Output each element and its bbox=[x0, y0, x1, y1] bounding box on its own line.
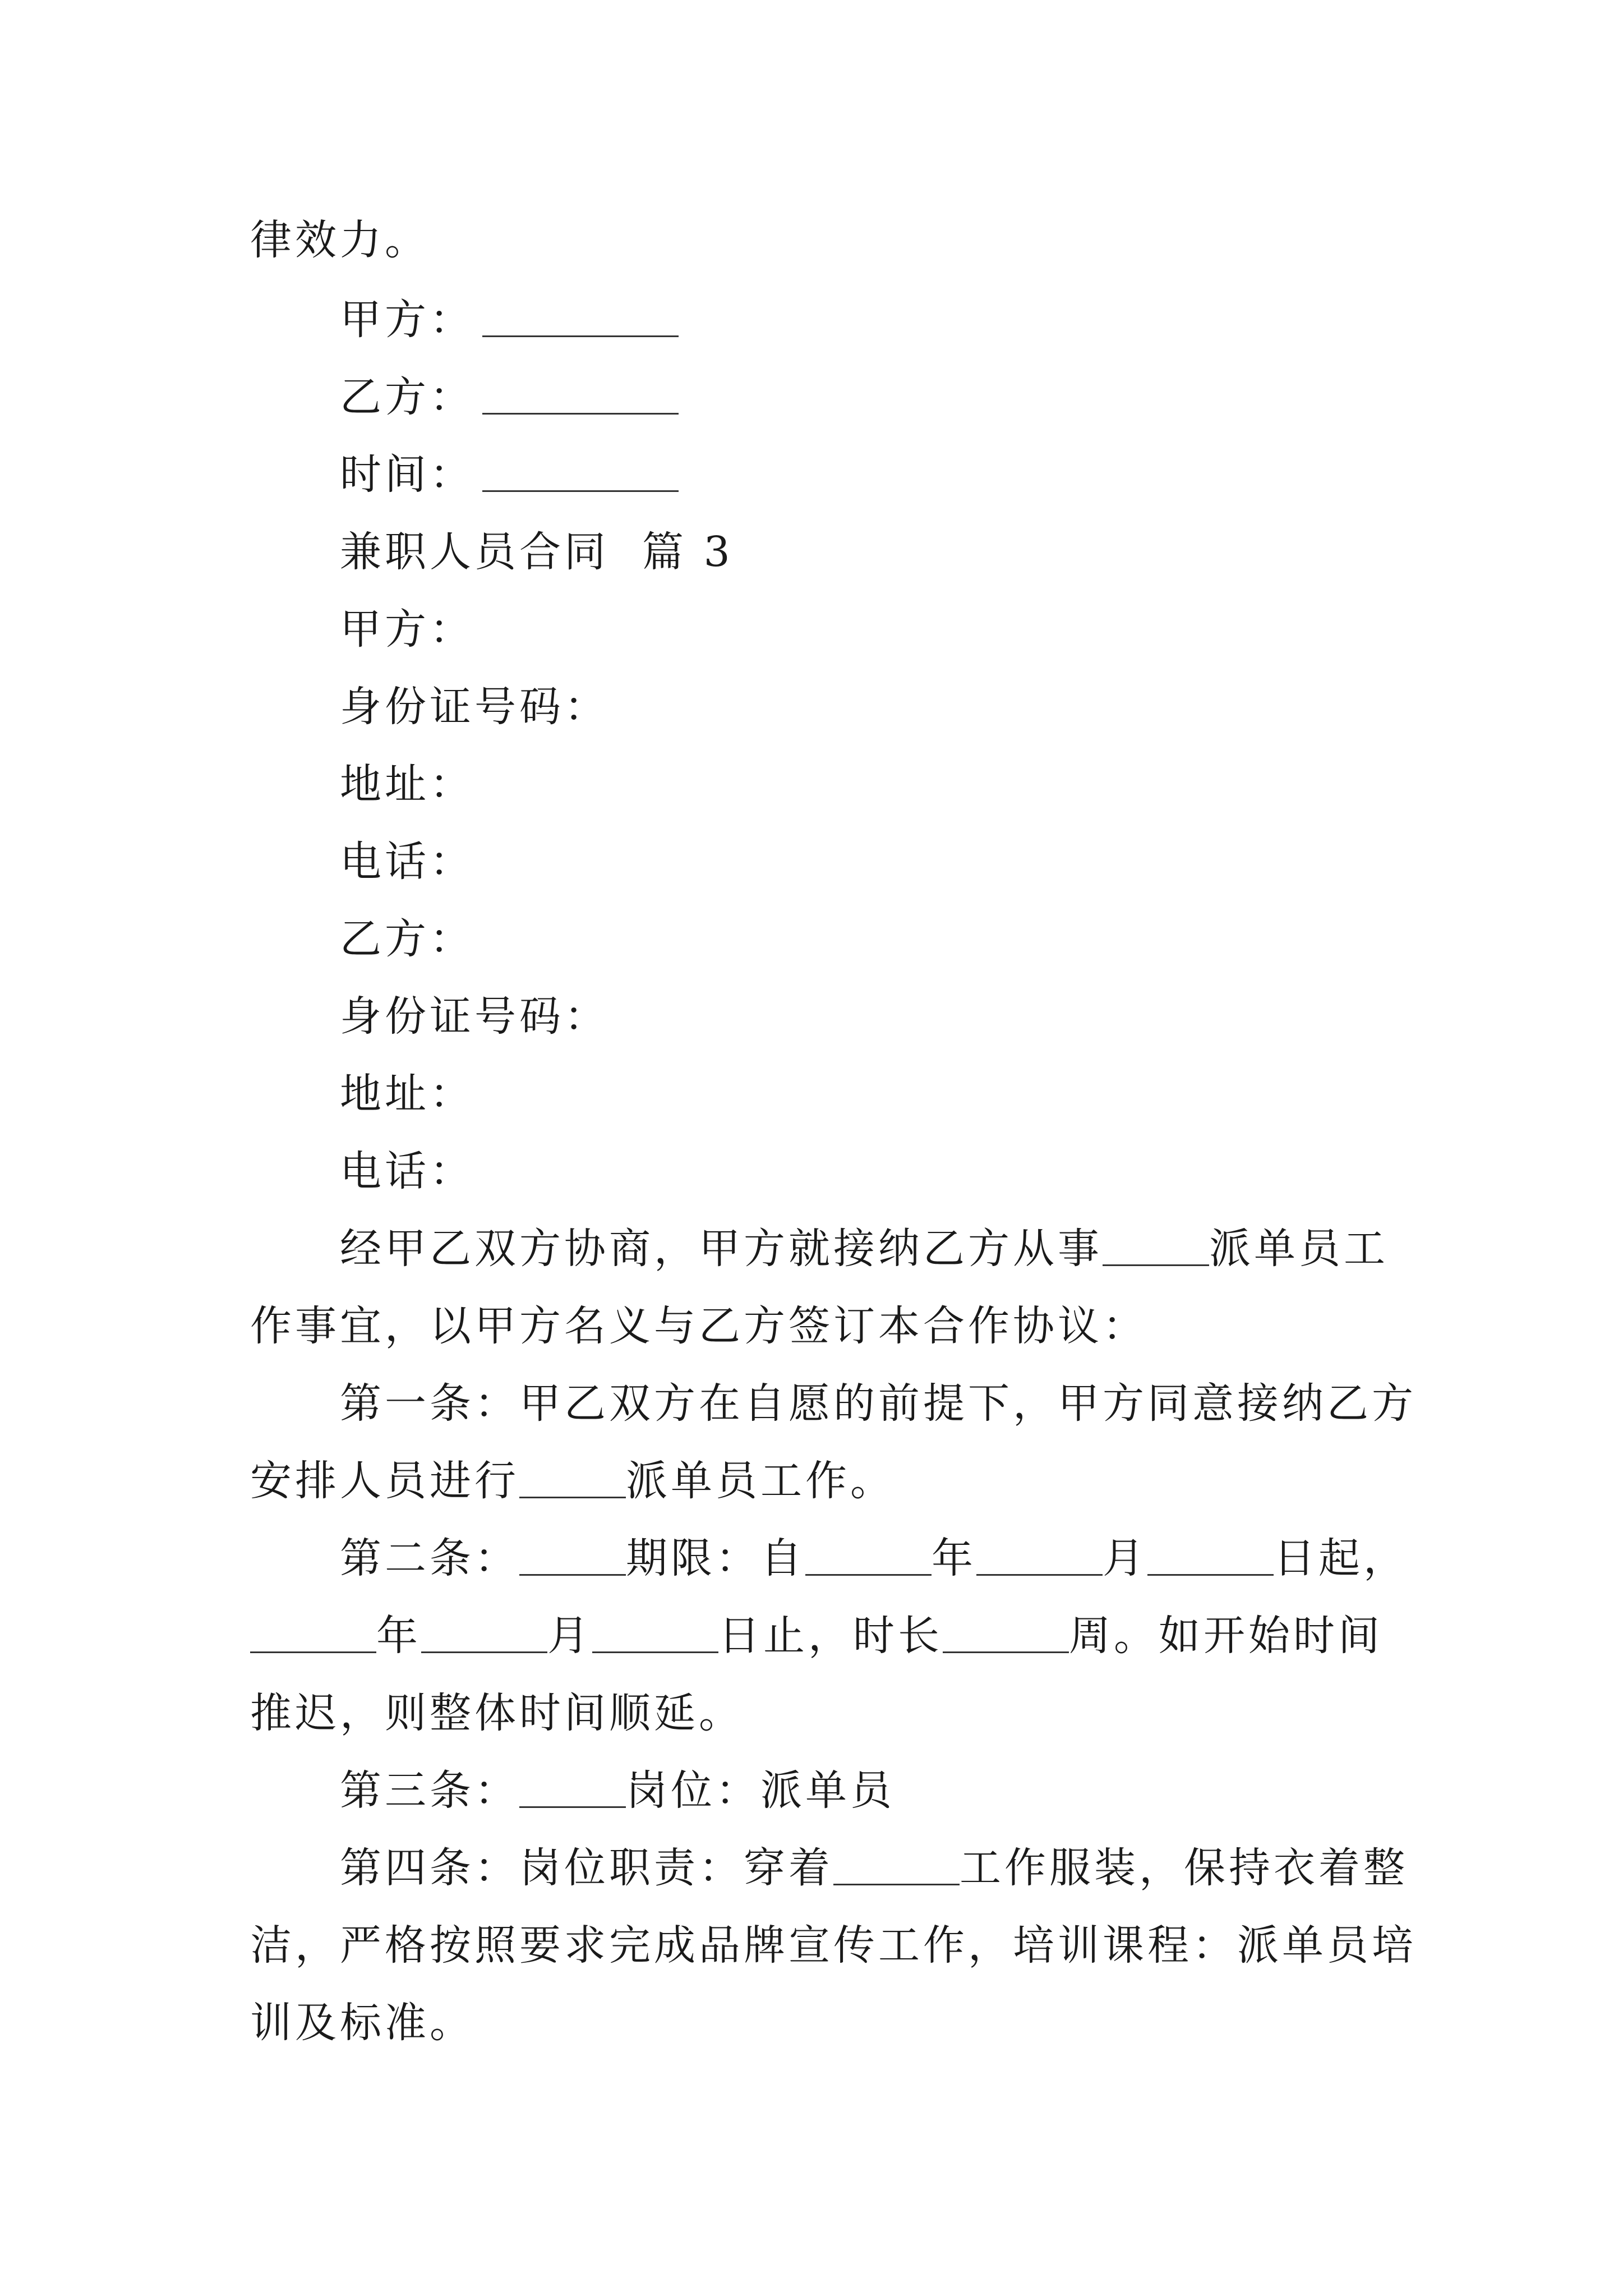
fill-blank bbox=[805, 1533, 932, 1576]
signature-party-a: 甲方： bbox=[0, 292, 1623, 348]
party-a-address: 地址： bbox=[340, 760, 474, 808]
party-a-id: 身份证号码： bbox=[340, 683, 609, 731]
party-b-label: 乙方： bbox=[340, 915, 474, 963]
signature-blank bbox=[482, 371, 679, 415]
article-4-cont: 洁，严格按照要求完成品牌宣传工作，培训课程：派单员培 bbox=[250, 1921, 1417, 1970]
fill-blank bbox=[519, 1533, 626, 1576]
article-4-cont: 训及标准。 bbox=[250, 1999, 474, 2047]
fill-blank bbox=[592, 1610, 718, 1653]
text-line: 律效力。 bbox=[250, 216, 430, 264]
article-3: 第三条： 岗位：派单员 bbox=[0, 1763, 1623, 1819]
fill-blank bbox=[976, 1533, 1103, 1576]
party-a-label: 甲方： bbox=[340, 605, 474, 654]
article-1: 第一条：甲乙双方在自愿的前提下，甲方同意接纳乙方 bbox=[340, 1379, 1417, 1428]
signature-party-b: 乙方： bbox=[0, 369, 1623, 425]
party-b-id: 身份证号码： bbox=[340, 992, 609, 1041]
section-heading: 兼职人员合同 篇 3 bbox=[340, 528, 734, 576]
intro-paragraph-cont: 作事宜，以甲方名义与乙方签订本合作协议： bbox=[250, 1302, 1147, 1350]
signature-time: 时间： bbox=[0, 447, 1623, 503]
fill-blank bbox=[943, 1610, 1069, 1653]
article-4: 第四条：岗位职责：穿着 工作服装，保持衣着整 bbox=[0, 1840, 1623, 1896]
fill-blank bbox=[421, 1610, 547, 1653]
fill-blank bbox=[1103, 1223, 1209, 1266]
fill-blank bbox=[833, 1842, 960, 1885]
article-1-cont: 安排人员进行 派单员工作。 bbox=[0, 1453, 1623, 1509]
article-2-cont: 推迟，则整体时间顺延。 bbox=[250, 1689, 744, 1737]
fill-blank bbox=[250, 1610, 376, 1653]
article-2-cont: 年 月 日止，时长 周。如开始时间 bbox=[0, 1608, 1623, 1664]
signature-blank bbox=[482, 449, 679, 492]
party-b-phone: 电话： bbox=[340, 1147, 474, 1195]
fill-blank bbox=[519, 1455, 626, 1498]
party-a-phone: 电话： bbox=[340, 838, 474, 886]
article-2: 第二条： 期限：自 年 月 日起， bbox=[0, 1530, 1623, 1586]
party-b-address: 地址： bbox=[340, 1070, 474, 1118]
signature-blank bbox=[482, 294, 679, 337]
intro-paragraph: 经甲乙双方协商，甲方就接纳乙方从事 派单员工 bbox=[0, 1221, 1623, 1277]
fill-blank bbox=[519, 1765, 626, 1808]
fill-blank bbox=[1147, 1533, 1274, 1576]
